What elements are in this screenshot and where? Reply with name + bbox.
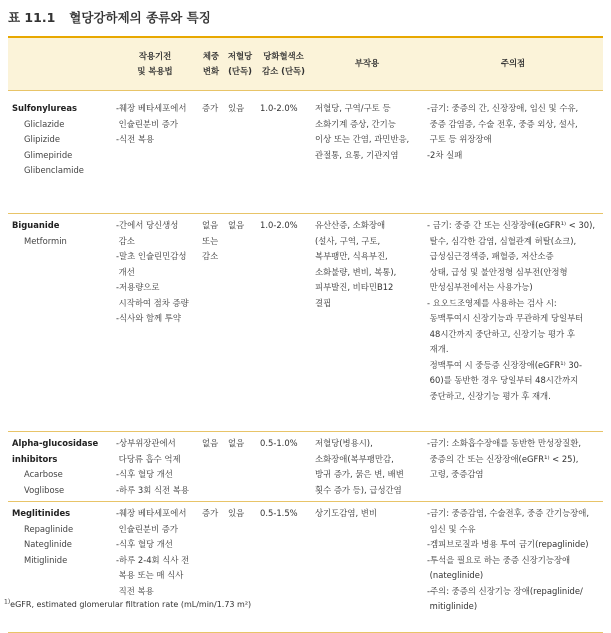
mechanism-line: -췌장 베타세포에서 [116,508,187,518]
weight-value: 감소 [202,251,219,261]
side-effect-line: 상기도감염, 변비 [315,508,377,518]
table-row [8,432,603,502]
caution-cell [423,91,603,214]
side-effect-line: 유산산증, 소화장애 [315,220,386,230]
weight-value: 없음 [202,438,219,448]
drug-class: Sulfonylureas [12,103,77,113]
caution-line: 상태, 급성 및 불안정형 심부전(안정형 [427,266,568,277]
caution-line: mitiglinide) [427,601,478,611]
caution-line: -금기: 중증의 간, 신장장애, 임신 및 수유, [427,103,579,113]
mechanism-line: 인슐린분비 증가 [116,523,178,534]
header-weight: 체중 변화 [198,38,224,91]
hypoglycemia-cell [224,91,256,214]
side-effects-cell [311,91,423,214]
table-number: 표 11.1 [8,10,56,25]
drug-cell [8,214,112,432]
caution-line: 중증 감염증, 수술 전후, 중증 외상, 설사, [427,118,578,129]
header-mechanism: 작용기전 및 복용법 [112,38,198,91]
mechanism-cell [112,214,198,432]
mechanism-line: -말초 인슐린민감성 [116,251,187,261]
side-effect-line: 방귀 증가, 묽은 변, 배변 [315,469,404,479]
caution-cell [423,214,603,432]
hypoglycemia-cell [224,214,256,432]
weight-cell [198,432,224,502]
caution-cell [423,502,603,633]
drug-name: Nateglinide [24,539,72,549]
side-effect-line: 횟수 증가 등), 급성간염 [315,484,402,495]
caution-line: (nateglinide) [427,570,484,580]
hba1c-value: 1.0-2.0% [260,103,298,113]
caution-line: -금기: 소화흡수장애를 동반한 만성장질환, [427,438,582,448]
mechanism-line: -식후 혈당 개선 [116,539,173,549]
caution-line: 중단하고, 신장기능 평가 후 재개. [427,390,551,401]
side-effect-line: 저혈당, 구역/구토 등 [315,103,391,113]
mechanism-line: 시작하여 점차 증량 [116,297,189,308]
caution-line: 48시간까지 중단하고, 신장기능 평가 후 [427,328,575,339]
caution-line: 중증의 간 또는 신장장애(eGFR¹⁾ < 25), [427,453,579,464]
header-row [8,38,603,91]
hba1c-cell [256,502,311,633]
hba1c-value: 0.5-1.5% [260,508,298,518]
table-row [8,214,603,432]
mechanism-line: -식후 혈당 개선 [116,469,173,479]
hypoglycemia-value: 있음 [228,103,245,113]
weight-value: 없음 [202,220,219,230]
mechanism-cell [112,502,198,633]
side-effect-line: 피부발진, 비타민B12 [315,282,394,292]
hba1c-cell [256,432,311,502]
table-row [8,502,603,633]
mechanism-line: -간에서 당신생성 [116,220,179,230]
header-side-effects: 부작용 [311,38,423,91]
drug-cell [8,432,112,502]
side-effect-line: 소화기계 증상, 간기능 [315,118,396,129]
mechanism-line: 다당류 흡수 억제 [116,453,181,464]
caution-line: -주의: 중증의 신장기능 장애(repaglinide/ [427,585,583,596]
caution-line: 동맥투여시 신장기능과 무관하게 당일부터 [427,313,584,323]
drug-name: Glimepiride [24,149,73,160]
mechanism-line: -식사와 함께 투약 [116,313,181,323]
mechanism-line: 개선 [116,266,135,277]
table-row [8,91,603,214]
hba1c-cell [256,214,311,432]
side-effect-line: 이상 또는 간염, 과민반응, [315,134,410,144]
footnote [4,600,251,609]
hypoglycemia-value: 없음 [228,220,245,230]
mechanism-line: -하루 2-4회 식사 전 [116,554,190,565]
footnote-mark: 1) [4,598,11,606]
caution-line: - 요오드조영제를 사용하는 검사 시: [427,297,557,308]
hba1c-cell [256,91,311,214]
drug-cell [8,502,112,633]
side-effect-line: 관절통, 요통, 기관지염 [315,149,399,160]
side-effects-cell [311,432,423,502]
mechanism-cell [112,91,198,214]
caution-line: 임신 및 수유 [427,523,476,534]
drug-cell [8,91,112,214]
weight-cell [198,91,224,214]
weight-value: 또는 [202,235,219,246]
caution-line: -금기: 중증감염, 수술전후, 중증 간기능장애, [427,508,590,518]
mechanism-cell [112,432,198,502]
drug-class: Biguanide [12,220,60,230]
caution-line: 급성심근경색증, 패혈증, 저산소증 [427,251,554,261]
mechanism-line: 복용 또는 매 식사 [116,570,184,580]
table-title-text: 혈당강하제의 종류와 특징 [69,10,211,25]
caution-line: 정맥투여 시 중등증 신장장애(eGFR¹⁾ 30- [427,359,583,370]
drug-class: Alpha-glucosidase inhibitors [12,438,99,464]
weight-cell [198,502,224,633]
hba1c-value: 1.0-2.0% [260,220,298,230]
header-caution: 주의점 [423,38,603,91]
hypoglycemia-cell [224,432,256,502]
header-hypoglycemia: 저혈당 (단독) [224,38,256,91]
mechanism-line: 감소 [116,235,135,246]
mechanism-line: -하루 3회 식전 복용 [116,484,189,495]
side-effect-line: 복부팽만, 식욕부진, [315,251,388,261]
caution-line: - 금기: 중증 간 또는 신장장애(eGFR¹⁾ < 30), [427,220,596,230]
drug-name: Gliclazide [24,118,65,129]
drug-name: Repaglinide [24,523,74,534]
caution-line: -겜피브로질과 병용 투여 금기(repaglinide) [427,539,589,549]
weight-value: 증가 [202,103,219,113]
drug-table [8,38,603,633]
mechanism-line: -저용량으로 [116,282,160,292]
caution-line: 60)를 동반한 경우 당일부터 48시간까지 [427,375,579,385]
side-effect-line: 저혈당(병용시), [315,438,373,448]
caution-line: -투석을 필요로 하는 중증 신장기능장애 [427,554,571,565]
side-effect-line: 소화장애(복부팽만감, [315,453,394,464]
footnote-text: eGFR, estimated glomerular filtration rate (mL/min/1.73 m²) [10,600,252,609]
table-title [8,8,211,26]
side-effects-cell [311,214,423,432]
drug-name: Glipizide [24,134,60,144]
drug-name: Glibenclamide [24,165,84,175]
caution-cell [423,432,603,502]
side-effect-line: 결핍 [315,297,332,308]
caution-line: 만성심부전에서는 사용가능) [427,282,533,292]
hba1c-value: 0.5-1.0% [260,438,298,448]
side-effects-cell [311,502,423,633]
side-effect-line: 소화불량, 변비, 복통), [315,266,397,277]
drug-name: Acarbose [24,469,63,479]
mechanism-line: -췌장 베타세포에서 [116,103,187,113]
hypoglycemia-value: 있음 [228,508,245,518]
drug-name: Metformin [24,235,67,246]
header-hba1c: 당화혈색소 감소 (단독) [256,38,311,91]
caution-line: 구토 등 위장장애 [427,134,492,144]
drug-class: Meglitinides [12,508,71,518]
caution-line: 재개. [427,344,449,354]
hypoglycemia-cell [224,502,256,633]
mechanism-line: -식전 복용 [116,134,155,144]
header-drug [8,38,112,91]
caution-line: 탈수, 심각한 감염, 심혈관계 허탈(쇼크), [427,235,577,246]
side-effect-line: (설사, 구역, 구토, [315,235,381,246]
drug-name: Mitiglinide [24,554,68,565]
mechanism-line: 인슐린분비 증가 [116,118,178,129]
weight-cell [198,214,224,432]
weight-value: 증가 [202,508,219,518]
mechanism-line: -상부위장관에서 [116,438,176,448]
drug-name: Voglibose [24,484,65,495]
caution-line: -2차 실패 [427,149,463,160]
caution-line: 고령, 중증감염 [427,469,484,479]
mechanism-line: 직전 복용 [116,585,154,596]
hypoglycemia-value: 없음 [228,438,245,448]
